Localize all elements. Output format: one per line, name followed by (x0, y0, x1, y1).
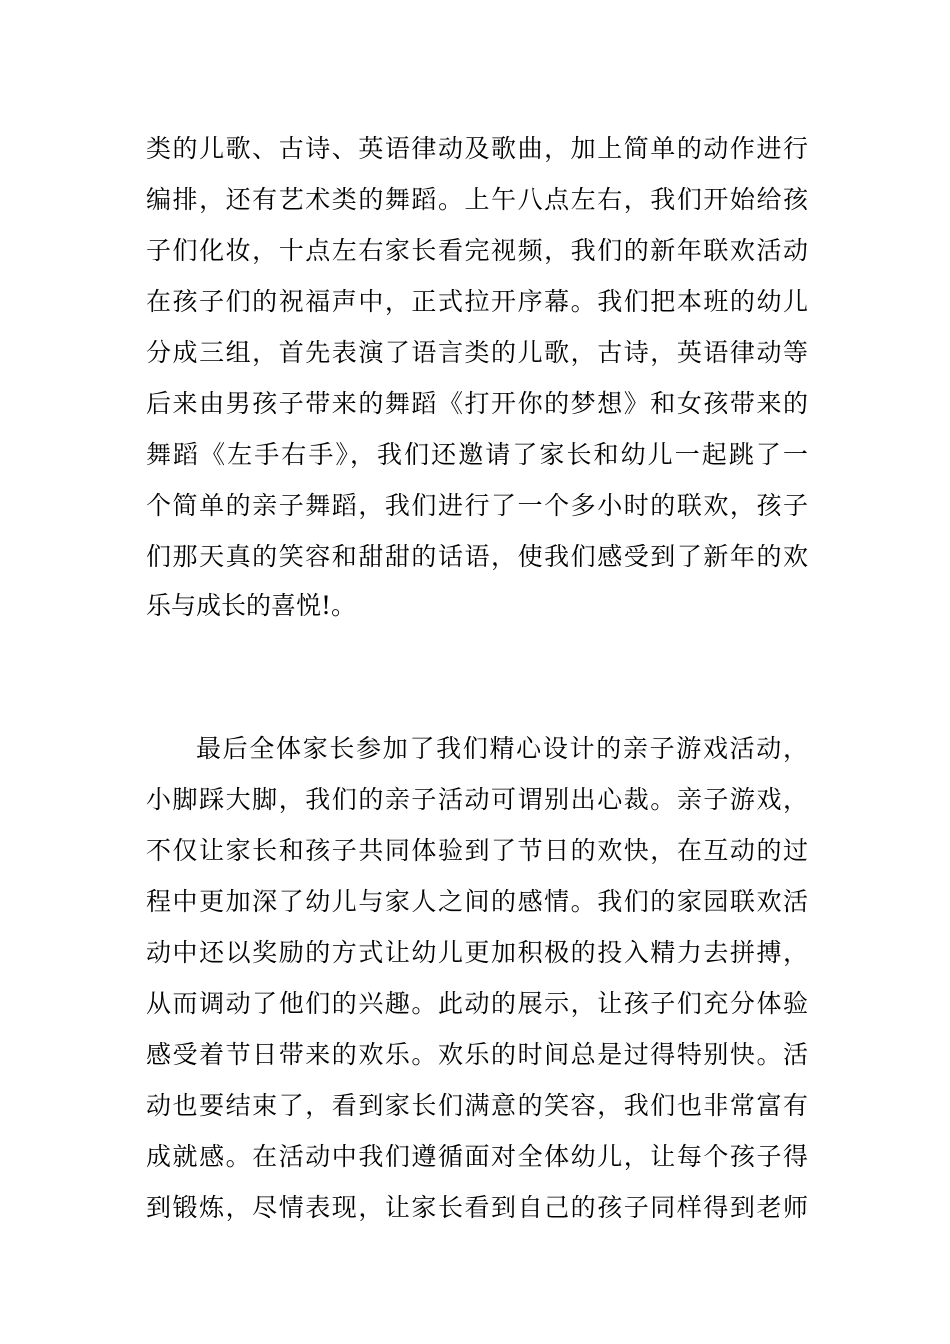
paragraph-1-line-1: 类的儿歌、古诗、英语律动及歌曲，加上简单的动作进行 (146, 134, 808, 163)
paragraph-2-line-1: 最后全体家长参加了我们精心设计的亲子游戏活动， (196, 734, 808, 763)
paragraph-2-line-7: 感受着节日带来的欢乐。欢乐的时间总是过得特别快。活 (146, 1040, 808, 1069)
paragraph-2-line-3: 不仅让家长和孩子共同体验到了节日的欢快，在互动的过 (146, 836, 808, 865)
paragraph-1-line-8: 个简单的亲子舞蹈，我们进行了一个多小时的联欢，孩子 (146, 491, 808, 520)
paragraph-1-line-3: 子们化妆，十点左右家长看完视频，我们的新年联欢活动 (146, 236, 808, 265)
paragraph-2-line-5: 动中还以奖励的方式让幼儿更加积极的投入精力去拼搏， (146, 938, 808, 967)
paragraph-1-line-4: 在孩子们的祝福声中，正式拉开序幕。我们把本班的幼儿 (146, 287, 808, 316)
paragraph-1-line-2: 编排，还有艺术类的舞蹈。上午八点左右，我们开始给孩 (146, 185, 808, 214)
paragraph-2-line-2: 小脚踩大脚，我们的亲子活动可谓别出心裁。亲子游戏， (146, 785, 808, 814)
paragraph-2-line-9: 成就感。在活动中我们遵循面对全体幼儿，让每个孩子得 (146, 1142, 808, 1171)
paragraph-1-line-10: 乐与成长的喜悦!。 (146, 591, 357, 620)
paragraph-2-line-4: 程中更加深了幼儿与家人之间的感情。我们的家园联欢活 (146, 887, 808, 916)
paragraph-1-line-5: 分成三组，首先表演了语言类的儿歌，古诗，英语律动等 (146, 338, 808, 367)
paragraph-2-line-8: 动也要结束了，看到家长们满意的笑容，我们也非常富有 (146, 1091, 808, 1120)
paragraph-2-line-10: 到锻炼，尽情表现，让家长看到自己的孩子同样得到老师 (146, 1193, 808, 1222)
paragraph-1-line-9: 们那天真的笑容和甜甜的话语，使我们感受到了新年的欢 (146, 542, 808, 571)
paragraph-1-line-6: 后来由男孩子带来的舞蹈《打开你的梦想》和女孩带来的 (146, 389, 808, 418)
paragraph-2-line-6: 从而调动了他们的兴趣。此动的展示，让孩子们充分体验 (146, 989, 808, 1018)
paragraph-1-line-7: 舞蹈《左手右手》，我们还邀请了家长和幼儿一起跳了一 (146, 440, 808, 469)
